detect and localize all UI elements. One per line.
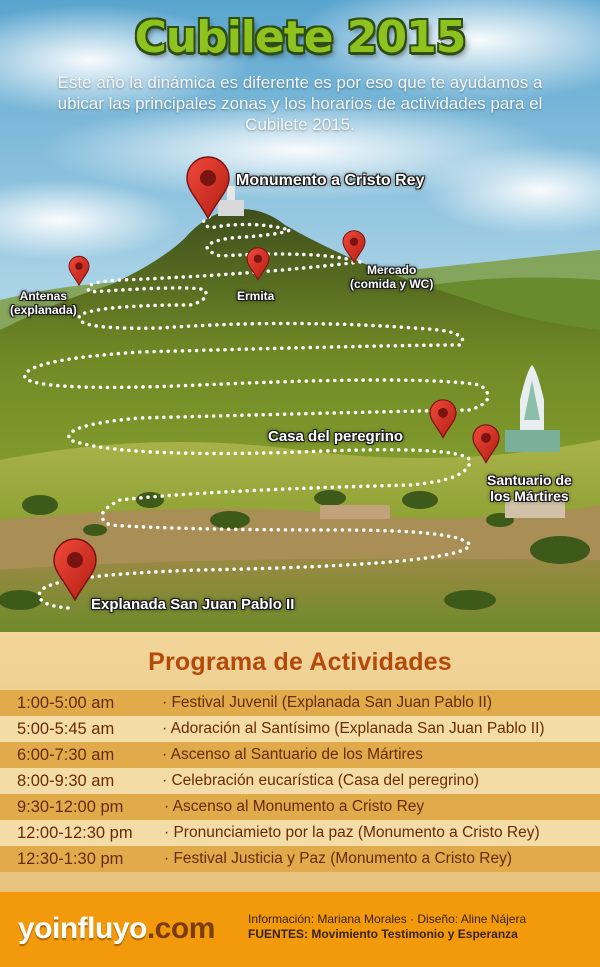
schedule-activity: · Celebración eucarística (Casa del peregrino) [162, 772, 480, 789]
schedule-row [0, 820, 600, 846]
location-label-santuario: Santuario de los Mártires [487, 472, 572, 504]
brand-logo[interactable] [18, 912, 215, 946]
schedule-time: 9:30-12:00 pm [17, 798, 124, 816]
schedule-activity: · Adoración al Santísimo (Explanada San Juan Pablo II) [162, 720, 545, 737]
schedule-activity: · Ascenso al Monumento a Cristo Rey [164, 798, 425, 815]
schedule-time: 6:00-7:30 am [17, 746, 115, 764]
schedule-time: 1:00-5:00 am [17, 694, 115, 712]
location-label-explanada: Explanada San Juan Pablo II [91, 596, 295, 613]
location-pin-icon[interactable] [247, 247, 269, 281]
schedule-time: 12:30-1:30 pm [17, 850, 124, 868]
location-label-monumento: Monumento a Cristo Rey [236, 172, 425, 189]
credits-text: Información: Mariana Morales · Diseño: Aline Nájera [248, 912, 527, 926]
schedule-activity: · Pronunciamieto por la paz (Monumento a Cristo Rey) [164, 824, 540, 841]
intro-text: Este año la dinámica es diferente es por eso que te ayudamos a ubicar las principales zonas y los horarios de actividades para el Cubilete 2015. [57, 73, 543, 134]
brand-tld: .com [146, 912, 215, 945]
page-title: Cubilete 2015 [134, 12, 466, 63]
program-title: Programa de Actividades [148, 648, 452, 676]
schedule-row [0, 690, 600, 716]
location-pin-icon[interactable] [430, 400, 456, 438]
schedule-activity: · Festival Juvenil (Explanada San Juan Pablo II) [162, 694, 492, 711]
schedule-row [0, 794, 600, 820]
location-label-mercado: Mercado (comida y WC) [350, 263, 434, 291]
schedule-row [0, 716, 600, 742]
location-pin-icon[interactable] [473, 425, 499, 463]
schedule-row [0, 846, 600, 872]
brand-name: yoinfluyo [18, 912, 147, 945]
footer [0, 892, 600, 967]
schedule-time: 5:00-5:45 am [17, 720, 115, 738]
activities-program [0, 632, 600, 892]
location-pin-icon[interactable] [187, 158, 229, 218]
location-label-antenas: Antenas (explanada) [10, 289, 77, 317]
location-label-casa-peregrino: Casa del peregrino [268, 428, 404, 445]
credits-block [248, 912, 588, 942]
location-pin-icon[interactable] [69, 256, 89, 286]
sources-text: FUENTES: Movimiento Testimonio y Esperanza [248, 927, 518, 941]
schedule-row [0, 768, 600, 794]
schedule-row [0, 742, 600, 768]
schedule-time: 12:00-12:30 pm [17, 824, 133, 842]
schedule-activity: · Festival Justicia y Paz (Monumento a Cristo Rey) [164, 850, 512, 867]
location-pin-icon[interactable] [54, 540, 96, 600]
schedule-activity: · Ascenso al Santuario de los Mártires [162, 746, 424, 763]
location-label-ermita: Ermita [237, 289, 275, 303]
location-pin-icon[interactable] [343, 230, 365, 264]
schedule-time: 8:00-9:30 am [17, 772, 115, 790]
